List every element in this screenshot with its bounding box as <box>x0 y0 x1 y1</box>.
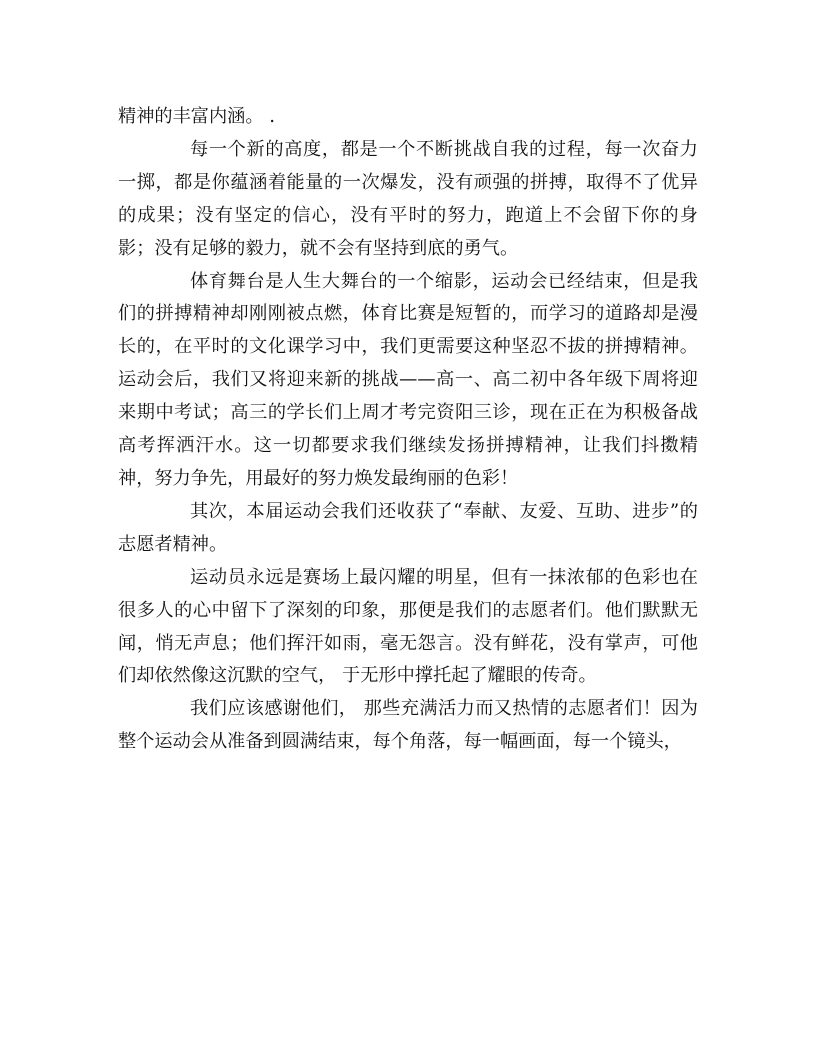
document-body <box>118 101 698 759</box>
paragraph-volunteer-spirit: 其次，本届运动会我们还收获了“奉献、友爱、互助、进步”的志愿者精神。 <box>118 500 698 555</box>
paragraph-volunteers: 运动员永远是赛场上最闪耀的明星，但有一抹浓郁的色彩也在很多人的心中留下了深刻的印象，那便是我们的志愿者们。他们默默无闻，悄无声息；他们挥汗如雨，毫无怨言。没有鲜花，没有掌声，可他们却依然像这沉默的空气， 于无形中撑托起了耀眼的传奇。 <box>118 566 698 687</box>
paragraph-thanks: 我们应该感谢他们， 那些充满活力而又热情的志愿者们！因为整个运动会从准备到圆满结束，每个角落，每一幅画面，每一个镜头， <box>118 698 698 753</box>
paragraph-continuation: 精神的丰富内涵。 . <box>118 106 276 127</box>
paragraph-sports-stage: 体育舞台是人生大舞台的一个缩影，运动会已经结束，但是我们的拼搏精神却刚刚被点燃，体育比赛是短暂的，而学习的道路却是漫长的，在平时的文化课学习中，我们更需要这种坚忍不拔的拼搏精神。运动会后，我们又将迎来新的挑战——高一、高二初中各年级下周将迎来期中考试；高三的学长们上周才考完资阳三诊，现在正在为积极备战高考挥洒汗水。这一切都要求我们继续发扬拼搏精神，让我们抖擞精神，努力争先，用最好的努力焕发最绚丽的色彩！ <box>118 270 698 489</box>
paragraph-challenge: 每一个新的高度，都是一个不断挑战自我的过程，每一次奋力一掷，都是你蕴涵着能量的一次爆发，没有顽强的拼搏，取得不了优异的成果；没有坚定的信心，没有平时的努力，跑道上不会留下你的身影；没有足够的毅力，就不会有坚持到底的勇气。 <box>118 138 698 259</box>
